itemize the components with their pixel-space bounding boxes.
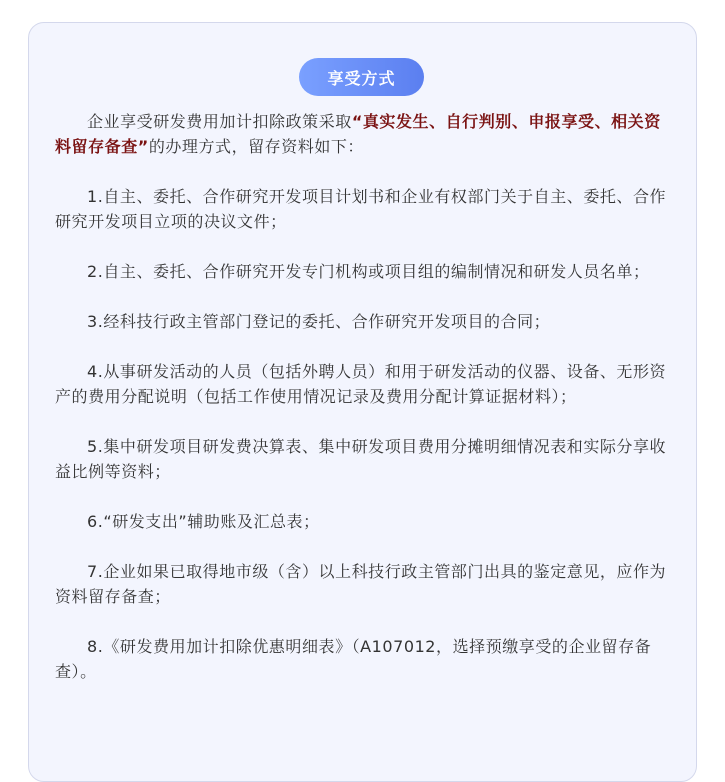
- article-body: [55, 109, 670, 684]
- list-item-3: 3.经科技行政主管部门登记的委托、合作研究开发项目的合同；: [87, 312, 551, 331]
- section-badge: 享受方式: [299, 58, 424, 96]
- intro-text: 企业享受研发费用加计扣除政策采取: [87, 112, 352, 131]
- list-item-7: 7.企业如果已取得地市级（含）以上科技行政主管部门出具的鉴定意见，应作为资料留存备查；: [55, 562, 667, 606]
- intro-paragraph: [55, 109, 670, 159]
- intro-tail: 的办理方式，留存资料如下：: [148, 137, 364, 156]
- list-item-2: 2.自主、委托、合作研究开发专门机构或项目组的编制情况和研发人员名单；: [87, 262, 650, 281]
- list-item-5: 5.集中研发项目研发费决算表、集中研发项目费用分摊明细情况表和实际分享收益比例等资料；: [55, 437, 667, 481]
- intro-highlight: “真实发生、自行判别、申报享受、相关资料留存备查”: [55, 112, 661, 156]
- list-item-4: 4.从事研发活动的人员（包括外聘人员）和用于研发活动的仪器、设备、无形资产的费用分配说明（包括工作使用情况记录及费用分配计算证据材料）；: [55, 362, 667, 406]
- list-item-8: 8.《研发费用加计扣除优惠明细表》（A107012，选择预缴享受的企业留存备查）。: [55, 637, 652, 681]
- content-card: [28, 22, 697, 782]
- list-item-1: 1.自主、委托、合作研究开发项目计划书和企业有权部门关于自主、委托、合作研究开发项目立项的决议文件；: [55, 187, 667, 231]
- list-item-6: 6.“研发支出”辅助账及汇总表；: [87, 512, 320, 531]
